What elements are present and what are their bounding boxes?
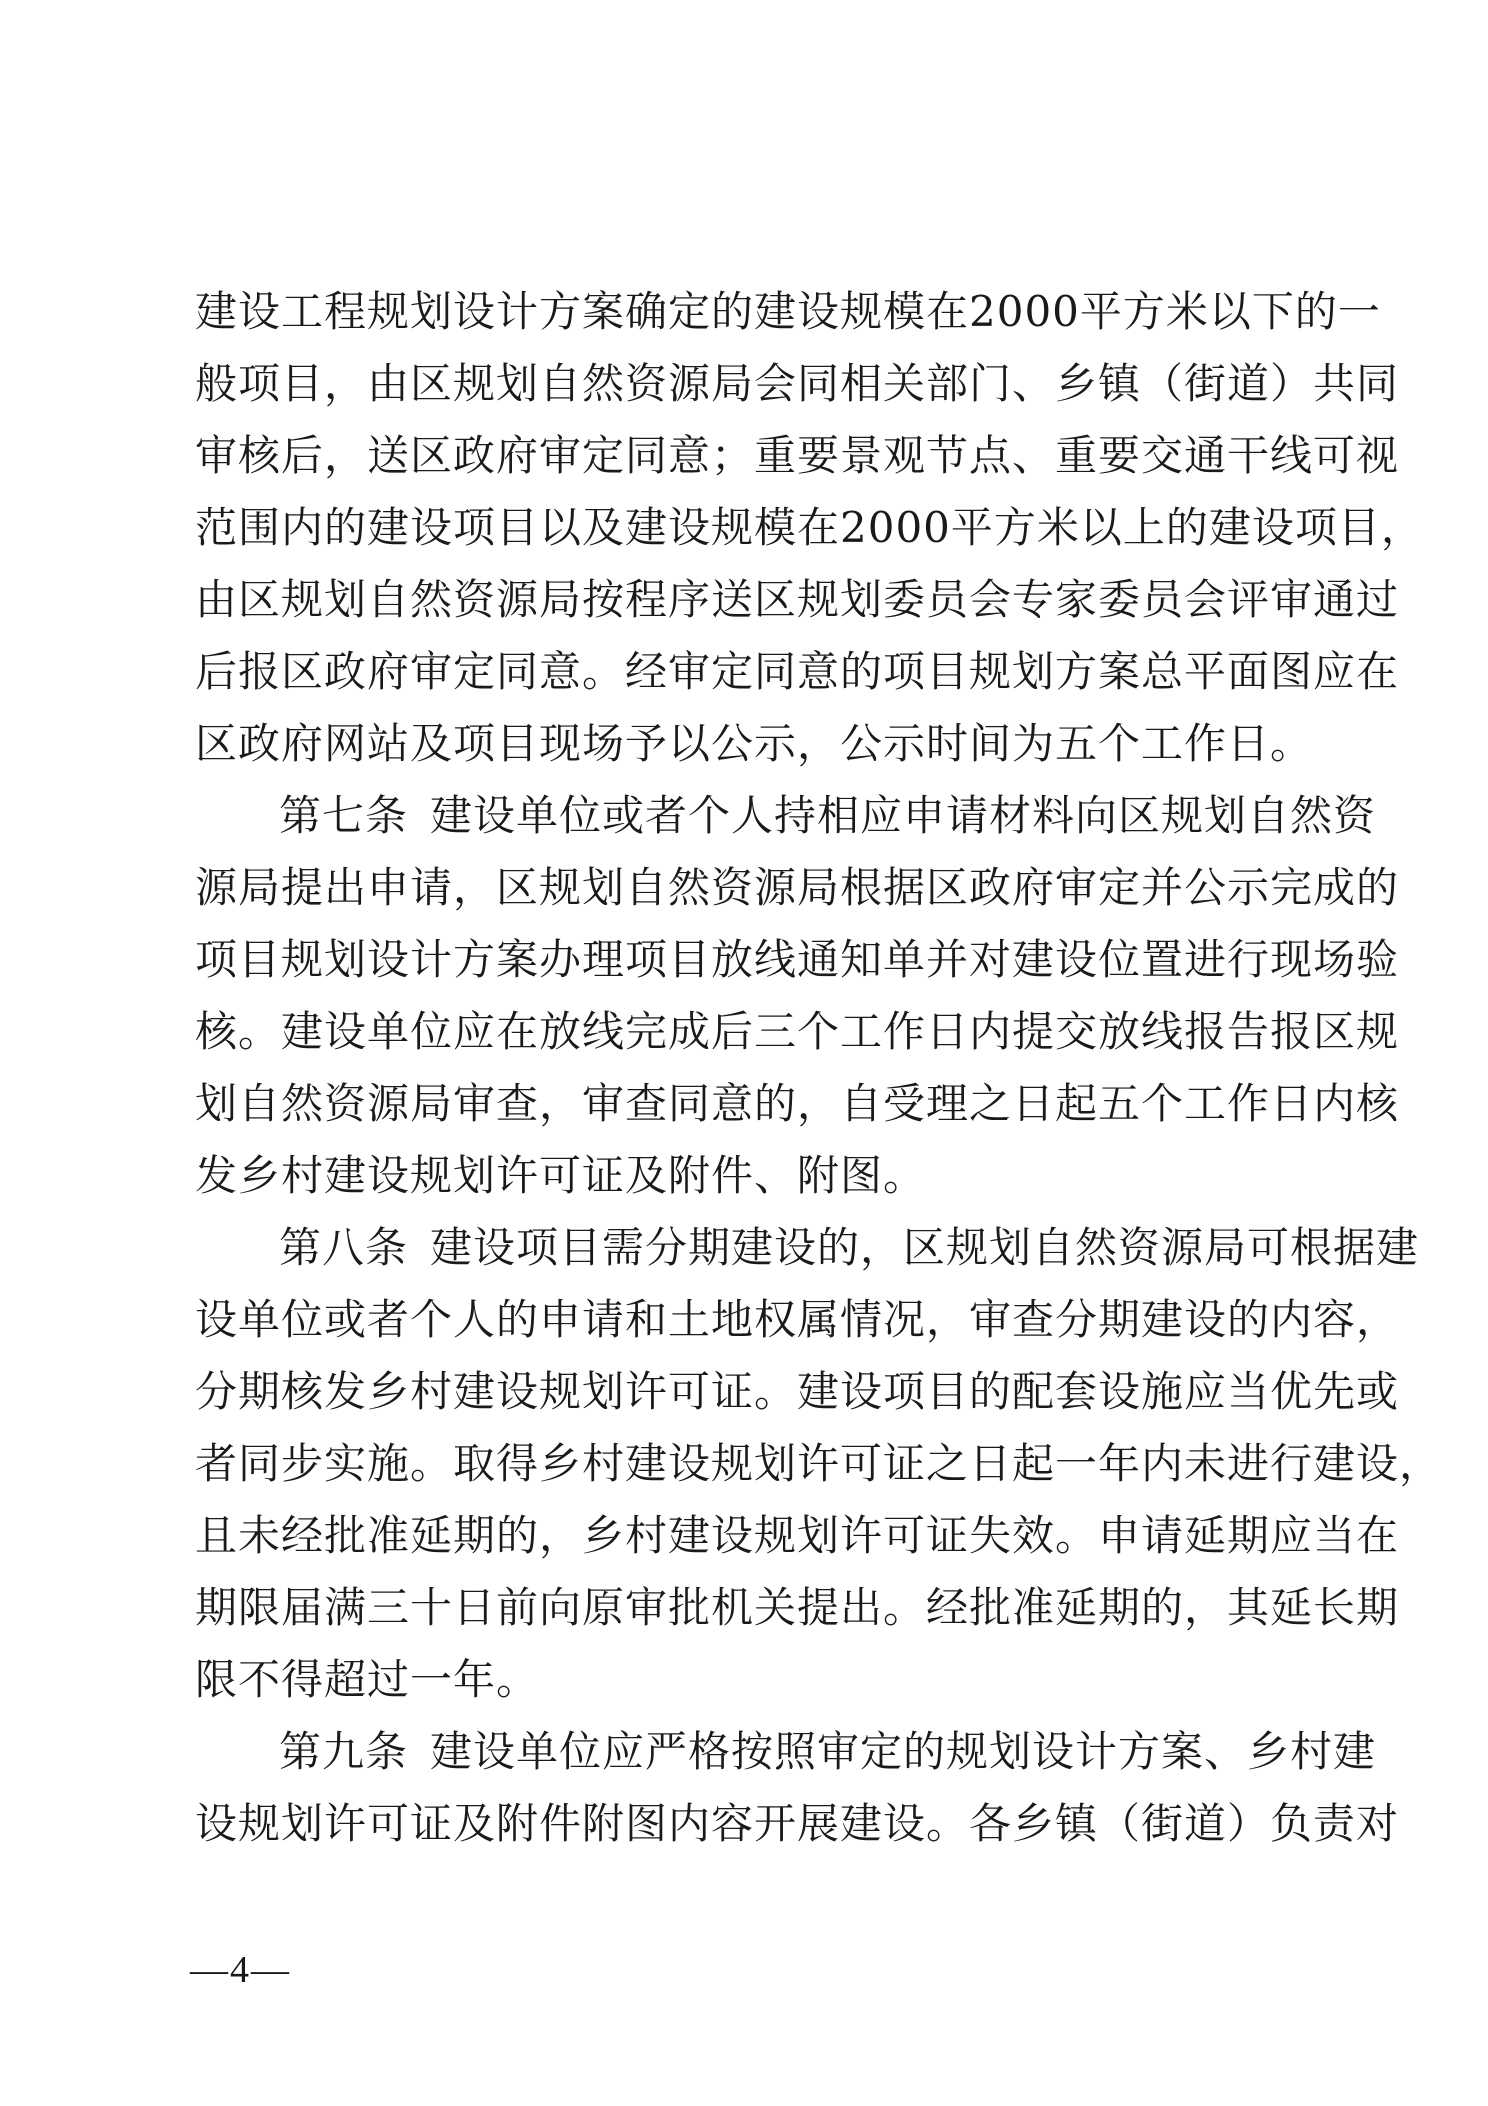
paragraph-continuation [195, 276, 1424, 780]
text-line: 发乡村建设规划许可证及附件、附图。 [195, 1151, 927, 1200]
article-text: 建设单位或者个人持相应申请材料向区规划自然资 [430, 791, 1377, 840]
article-heading: 第九条 [279, 1727, 409, 1776]
text-line: 范围内的建设项目以及建设规模在2000平方米以上的建设项目， [195, 503, 1424, 552]
text-line: 源局提出申请，区规划自然资源局根据区政府审定并公示完成的 [195, 863, 1400, 912]
article-heading: 第七条 [279, 791, 409, 840]
page-number: —4— [190, 1949, 291, 1991]
text-line: 设单位或者个人的申请和土地权属情况，审查分期建设的内容， [195, 1295, 1400, 1344]
text-line: 项目规划设计方案办理项目放线通知单并对建设位置进行现场验 [195, 935, 1400, 984]
text-line: 者同步实施。取得乡村建设规划许可证之日起一年内未进行建设， [195, 1439, 1443, 1488]
article-text: 建设单位应严格按照审定的规划设计方案、乡村建 [430, 1727, 1377, 1776]
text-line: 核。建设单位应在放线完成后三个工作日内提交放线报告报区规 [195, 1007, 1400, 1056]
text-line: 审核后，送区政府审定同意；重要景观节点、重要交通干线可视 [195, 431, 1400, 480]
article-heading: 第八条 [279, 1223, 409, 1272]
text-line: 由区规划自然资源局按程序送区规划委员会专家委员会评审通过 [195, 575, 1400, 624]
text-line: 后报区政府审定同意。经审定同意的项目规划方案总平面图应在 [195, 647, 1400, 696]
article-9 [195, 1716, 1400, 1860]
body-text [195, 276, 1443, 1860]
text-line: 建设工程规划设计方案确定的建设规模在2000平方米以下的一 [195, 287, 1381, 336]
text-line: 区政府网站及项目现场予以公示，公示时间为五个工作日。 [195, 719, 1314, 768]
text-line: 设规划许可证及附件附图内容开展建设。各乡镇（街道）负责对 [195, 1799, 1400, 1848]
text-line [195, 1212, 1420, 1284]
text-line: 般项目，由区规划自然资源局会同相关部门、乡镇（街道）共同 [195, 359, 1400, 408]
text-line: 且未经批准延期的，乡村建设规划许可证失效。申请延期应当在 [195, 1511, 1400, 1560]
text-line: 划自然资源局审查，审查同意的，自受理之日起五个工作日内核 [195, 1079, 1400, 1128]
article-7 [195, 780, 1400, 1212]
text-line: 限不得超过一年。 [195, 1655, 540, 1704]
text-line [195, 780, 1377, 852]
article-8 [195, 1212, 1443, 1716]
text-line: 期限届满三十日前向原审批机关提出。经批准延期的，其延长期 [195, 1583, 1400, 1632]
text-line: 分期核发乡村建设规划许可证。建设项目的配套设施应当优先或 [195, 1367, 1400, 1416]
article-text: 建设项目需分期建设的，区规划自然资源局可根据建 [430, 1223, 1420, 1272]
text-line [195, 1716, 1377, 1788]
